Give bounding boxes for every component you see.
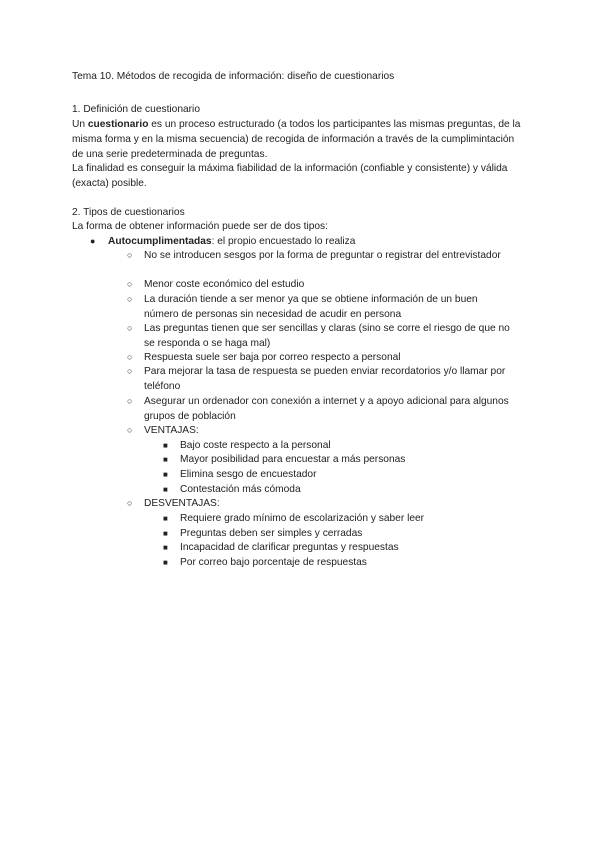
square-bullet-icon: ■	[163, 485, 168, 494]
list-item-text: Las preguntas tienen que ser sencillas y claras (sino se corre el riesgo de que no se responda o se haga mal)	[144, 323, 510, 349]
desventaja-text: Preguntas deben ser simples y cerradas	[180, 528, 363, 539]
definition-term: cuestionario	[87, 119, 149, 130]
hollow-bullet-icon: ○	[127, 250, 133, 260]
hollow-bullet-icon: ○	[127, 352, 133, 362]
square-bullet-icon: ■	[163, 441, 168, 450]
document-title: Tema 10. Métodos de recogida de información: diseño de cuestionarios	[72, 71, 395, 82]
list-item-text: No se introducen sesgos por la forma de preguntar o registrar del entrevistador	[144, 250, 501, 261]
desventaja-text: Por correo bajo porcentaje de respuestas	[180, 557, 367, 568]
section-1-heading: 1. Definición de cuestionario	[72, 104, 200, 115]
hollow-bullet-icon: ○	[127, 294, 133, 304]
type-term: Autocumplimentadas	[108, 236, 212, 247]
types-intro: La forma de obtener información puede ser de dos tipos:	[72, 221, 328, 232]
ventaja-text: Elimina sesgo de encuestador	[180, 469, 317, 480]
desventaja-text: Requiere grado mínimo de escolarización y saber leer	[180, 513, 425, 524]
definition-text: es un proceso estructurado (a todos los participantes las mismas preguntas, de la misma forma y en la misma secuencia) de recogida de información a través de la cumplimintación de una serie predeterminada de preguntas.	[72, 119, 521, 160]
square-bullet-icon: ■	[163, 470, 168, 479]
list-item-text: Para mejorar la tasa de respuesta se pueden enviar recordatorios y/o llamar por teléfono	[144, 366, 506, 392]
list-item-text: Asegurar un ordenador con conexión a internet y a apoyo adicional para algunos grupos de población	[144, 396, 509, 422]
hollow-bullet-icon: ○	[127, 323, 133, 333]
ventaja-text: Bajo coste respecto a la personal	[180, 440, 331, 451]
square-bullet-icon: ■	[163, 529, 168, 538]
desventaja-text: Incapacidad de clarificar preguntas y respuestas	[180, 542, 399, 553]
list-item-text: Menor coste económico del estudio	[144, 279, 305, 290]
square-bullet-icon: ■	[163, 558, 168, 567]
filled-bullet-icon: ●	[90, 236, 96, 246]
desventajas-label: DESVENTAJAS:	[144, 498, 220, 509]
type-description: : el propio encuestado lo realiza	[211, 236, 356, 247]
ventaja-text: Mayor posibilidad para encuestar a más personas	[180, 454, 406, 465]
list-item-text	[108, 234, 355, 249]
square-bullet-icon: ■	[163, 455, 168, 464]
hollow-bullet-icon: ○	[127, 279, 133, 289]
list-item-text: Respuesta suele ser baja por correo respecto a personal	[144, 352, 401, 363]
hollow-bullet-icon: ○	[127, 425, 133, 435]
ventajas-label: VENTAJAS:	[144, 425, 199, 436]
ventaja-text: Contestación más cómoda	[180, 484, 301, 495]
section-2-heading: 2. Tipos de cuestionarios	[72, 207, 185, 218]
hollow-bullet-icon: ○	[127, 366, 133, 376]
square-bullet-icon: ■	[163, 543, 168, 552]
definition-paragraph	[72, 117, 528, 162]
square-bullet-icon: ■	[163, 514, 168, 523]
list-item-text: La duración tiende a ser menor ya que se obtiene información de un buen número de personas sin necesidad de acudir en persona	[144, 294, 478, 320]
hollow-bullet-icon: ○	[127, 498, 133, 508]
purpose-paragraph: La finalidad es conseguir la máxima fiabilidad de la información (confiable y consistente) y válida (exacta) posible.	[72, 163, 508, 189]
definition-prefix: Un	[72, 119, 88, 130]
hollow-bullet-icon: ○	[127, 396, 133, 406]
